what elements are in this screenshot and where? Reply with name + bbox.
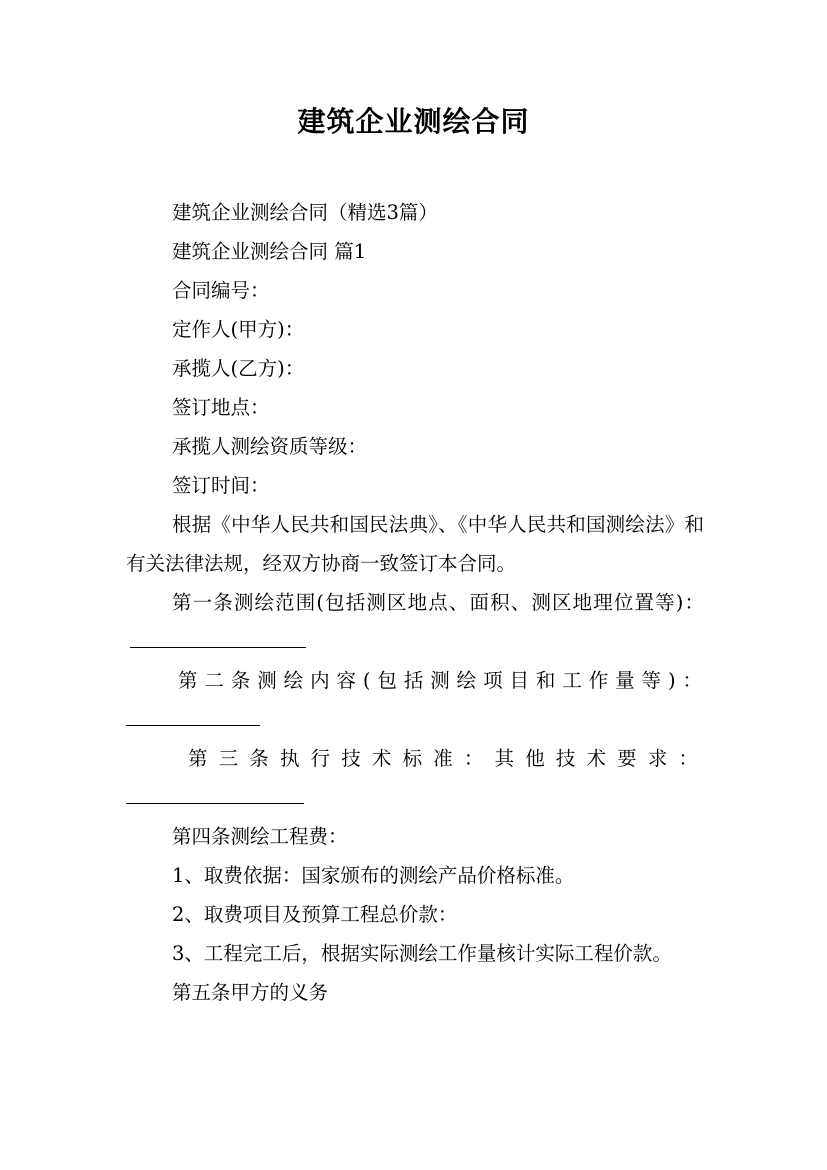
- article-1-blank: [130, 631, 306, 648]
- party-a-field: 定作人(甲方)：: [172, 318, 305, 341]
- article-3-blank: [126, 787, 304, 804]
- article-2-blank: [126, 709, 260, 726]
- article-4-text: 第四条测绘工程费：: [172, 825, 348, 848]
- signing-place-field: 签订地点：: [172, 396, 270, 419]
- fee-item-1: 1、取费依据：国家颁布的测绘产品价格标准。: [172, 864, 575, 887]
- contract-number-field: 合同编号：: [172, 279, 270, 302]
- signing-time-field: 签订时间：: [172, 474, 270, 497]
- article-2-text: 第二条测绘内容(包括测绘项目和工作量等)：: [178, 669, 704, 692]
- qualification-field: 承揽人测绘资质等级：: [172, 435, 368, 458]
- document-body: [126, 193, 704, 1012]
- article-5-text: 第五条甲方的义务: [172, 981, 329, 1004]
- fee-item-3: 3、工程完工后，根据实际测绘工作量核计实际工程价款。: [172, 942, 672, 965]
- heading-line: 建筑企业测绘合同（精选3篇）: [172, 201, 438, 224]
- article-2-blank-line: [126, 700, 704, 739]
- document-title: 建筑企业测绘合同: [297, 105, 530, 138]
- party-b-field: 承揽人(乙方)：: [172, 357, 305, 380]
- article-3-text: 第三条执行技术标准：其他技术要求：: [188, 747, 704, 770]
- article-1-paragraph: [126, 583, 704, 661]
- part-line: 建筑企业测绘合同 篇1: [172, 240, 367, 263]
- article-1-text: 第一条测绘范围(包括测区地点、面积、测区地理位置等)：: [172, 591, 704, 614]
- article-3-blank-line: [126, 778, 704, 817]
- fee-item-2: 2、取费项目及预算工程总价款：: [172, 903, 458, 926]
- basis-paragraph: 根据《中华人民共和国民法典》、《中华人民共和国测绘法》和有关法律法规，经双方协商一致签订本合同。: [126, 513, 704, 575]
